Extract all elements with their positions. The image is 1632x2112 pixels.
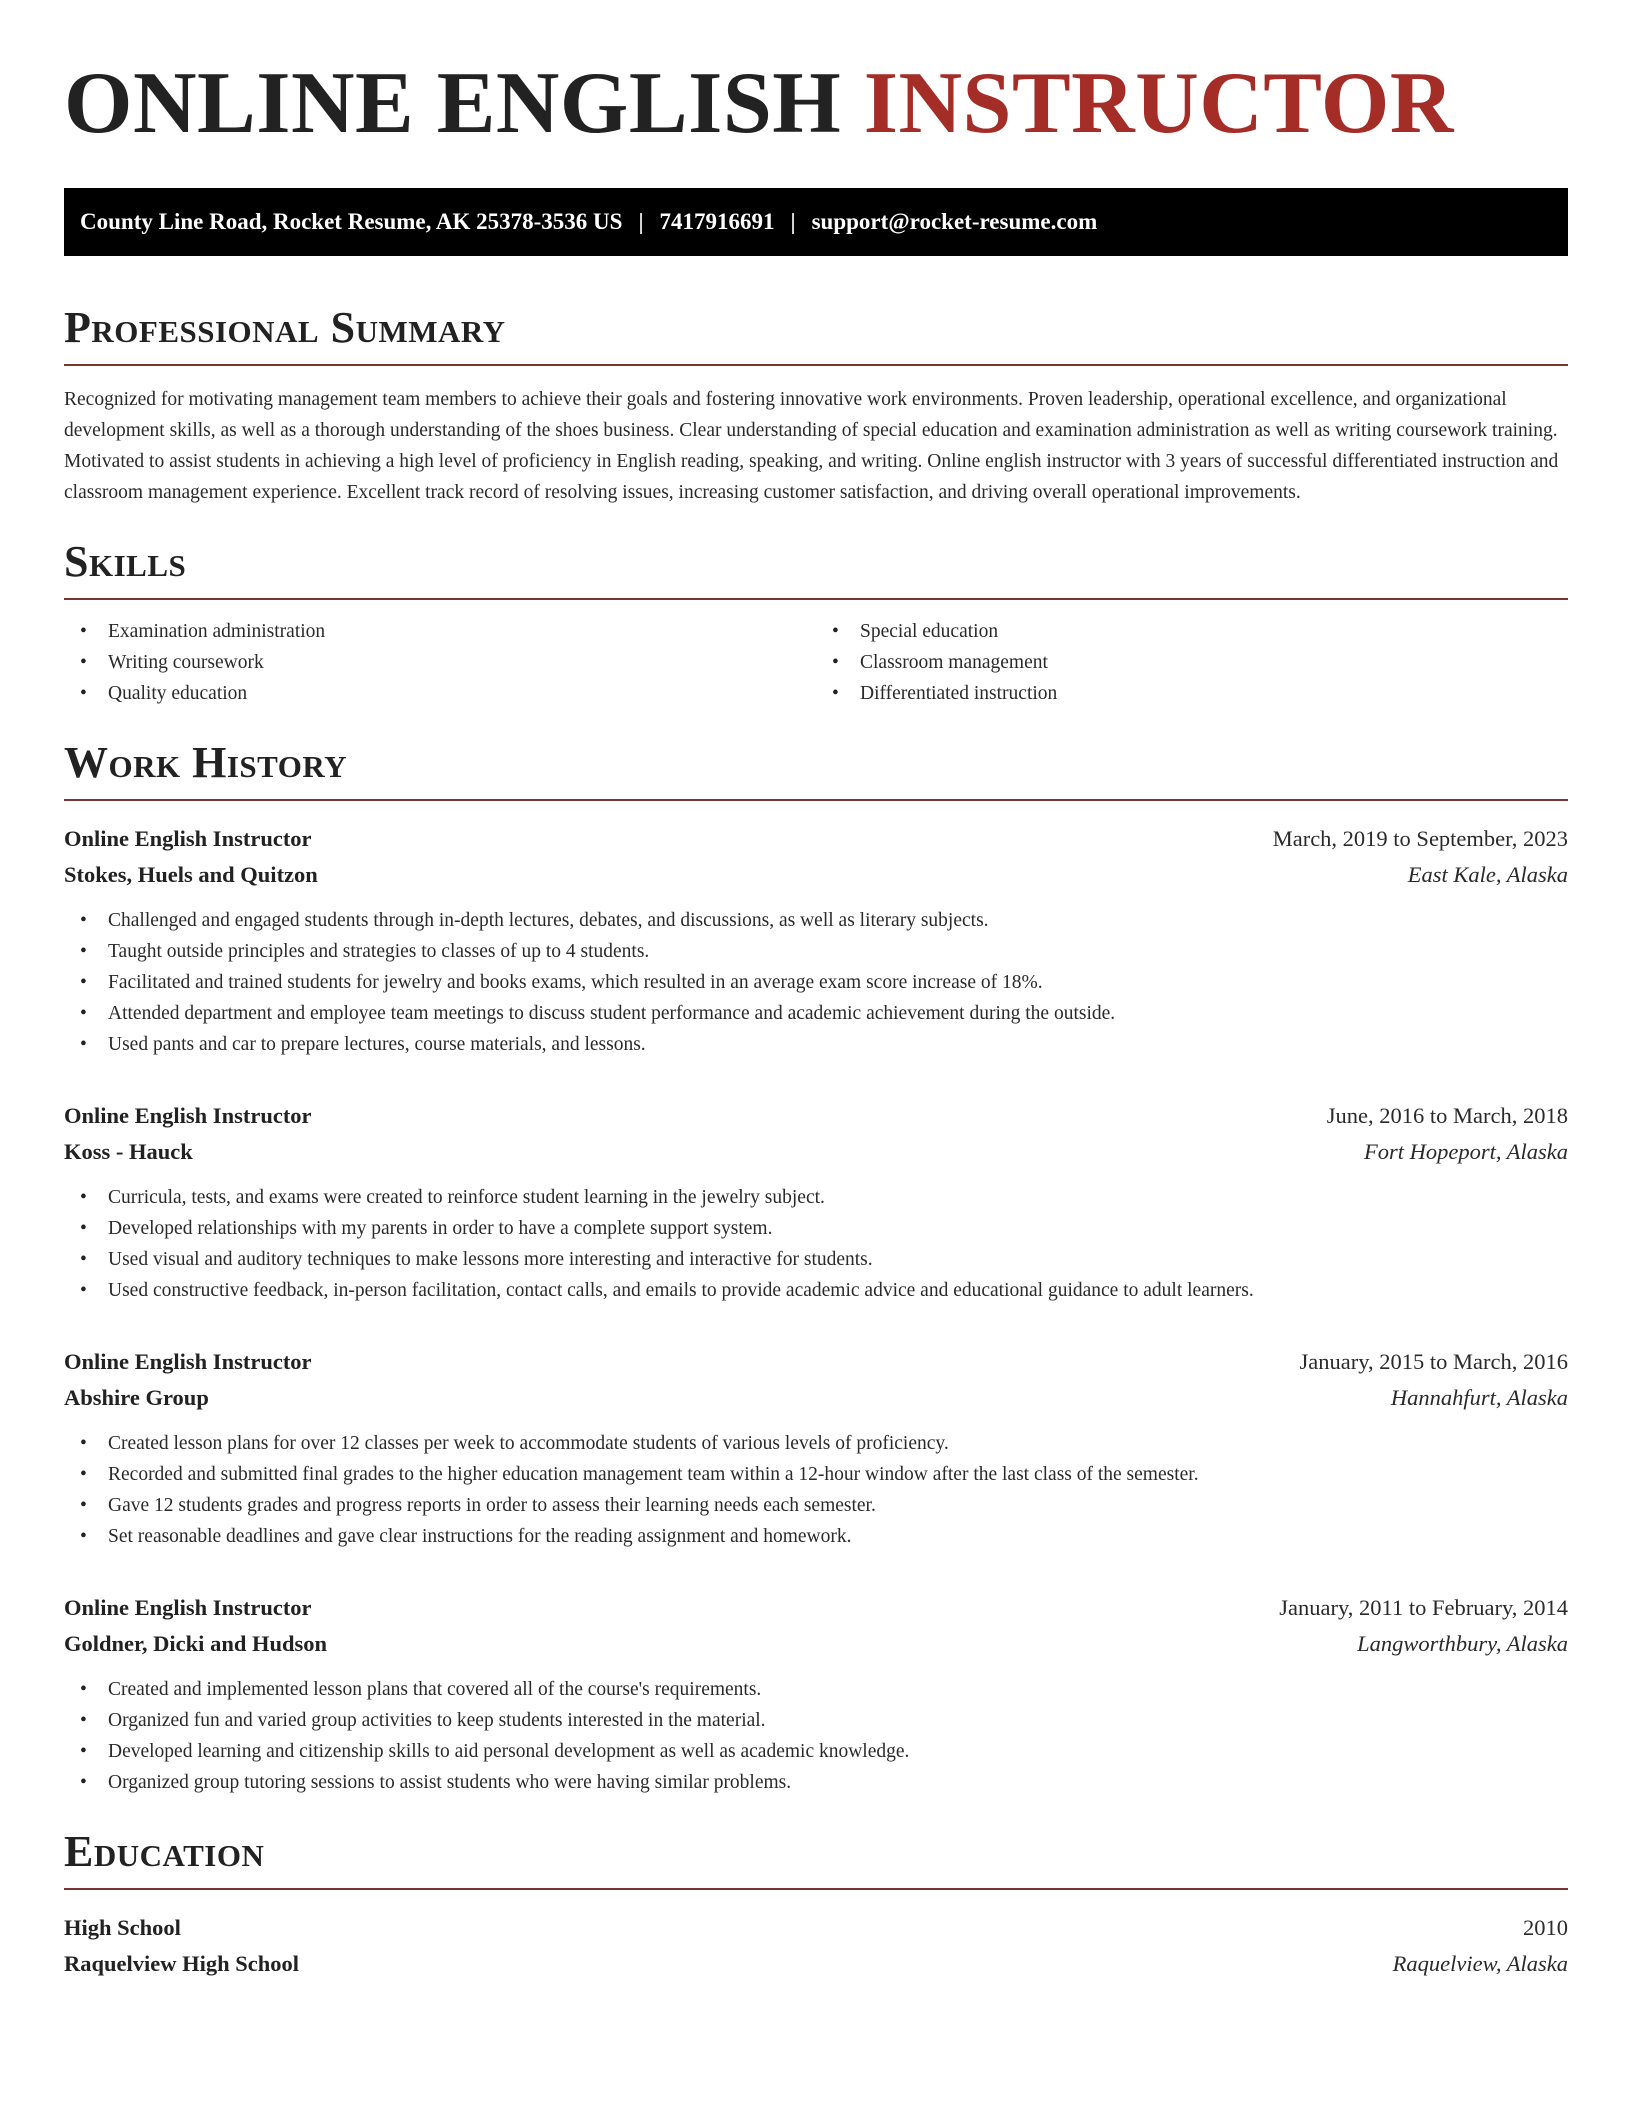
job-dates: March, 2019 to September, 2023 — [1272, 826, 1568, 851]
job-entry — [64, 1344, 1568, 1552]
duty-item: • Used constructive feedback, in-person facilitation, contact calls, and emails to provide academic advice and educational guidance to adult learners. — [64, 1275, 1568, 1306]
duty-item: • Curricula, tests, and exams were created to reinforce student learning in the jewelry subject. — [64, 1182, 1568, 1213]
job-dates: January, 2011 to February, 2014 — [1279, 1595, 1568, 1620]
contact-separator: | — [638, 209, 644, 234]
skill-item: • Writing coursework — [64, 647, 816, 678]
skills-list — [64, 616, 1568, 709]
job-location: Langworthbury, Alaska — [1357, 1631, 1568, 1656]
job-duties — [64, 905, 1568, 1060]
duty-item: • Developed learning and citizenship skills to aid personal development as well as academic knowledge. — [64, 1736, 1568, 1767]
education-heading: Education — [64, 1827, 265, 1876]
title-accent: INSTRUCTOR — [863, 55, 1454, 152]
duty-item: • Recorded and submitted final grades to the higher education management team within a 12-hour window after the last class of the semester. — [64, 1459, 1568, 1490]
duty-item: • Set reasonable deadlines and gave clear instructions for the reading assignment and homework. — [64, 1521, 1568, 1552]
skills-column-right — [816, 616, 1568, 709]
job-title: Online English Instructor — [64, 1103, 312, 1128]
job-company: Goldner, Dicki and Hudson — [64, 1631, 328, 1656]
contact-phone: 7417916691 — [659, 209, 775, 234]
duty-item: • Organized fun and varied group activities to keep students interested in the material. — [64, 1705, 1568, 1736]
job-duties — [64, 1674, 1568, 1798]
section-divider — [64, 1888, 1568, 1890]
job-duties — [64, 1428, 1568, 1552]
duty-item: • Used pants and car to prepare lectures, course materials, and lessons. — [64, 1029, 1568, 1060]
job-location: Fort Hopeport, Alaska — [1364, 1139, 1568, 1164]
skill-item: • Examination administration — [64, 616, 816, 647]
duty-item: • Organized group tutoring sessions to assist students who were having similar problems. — [64, 1767, 1568, 1798]
duty-item: • Created and implemented lesson plans that covered all of the course's requirements. — [64, 1674, 1568, 1705]
job-duties — [64, 1182, 1568, 1306]
work-heading: Work History — [64, 738, 348, 787]
job-entry — [64, 1590, 1568, 1798]
job-entry — [64, 1098, 1568, 1306]
section-divider — [64, 598, 1568, 600]
job-dates: January, 2015 to March, 2016 — [1299, 1349, 1568, 1374]
job-title: Online English Instructor — [64, 826, 312, 851]
duty-item: • Used visual and auditory techniques to make lessons more interesting and interactive for students. — [64, 1244, 1568, 1275]
duty-item: • Taught outside principles and strategies to classes of up to 4 students. — [64, 936, 1568, 967]
education-location: Raquelview, Alaska — [1392, 1951, 1568, 1976]
education-year: 2010 — [1523, 1915, 1568, 1940]
summary-text: Recognized for motivating management team members to achieve their goals and fostering innovative work environments. Proven leadership, operational excellence, and organizational development skills, as well as a thorough understanding of the shoes business. Clear understanding of special education and examination administration as well as writing coursework training. Motivated to assist students in achieving a high level of proficiency in English reading, speaking, and writing. Online english instructor with 3 years of successful differentiated instruction and classroom management experience. Excellent track record of resolving issues, increasing customer satisfaction, and driving overall operational improvements. — [64, 389, 1559, 503]
skill-item: • Classroom management — [816, 647, 1568, 678]
job-location: Hannahfurt, Alaska — [1390, 1385, 1568, 1410]
job-title: Online English Instructor — [64, 1595, 312, 1620]
duty-item: • Attended department and employee team meetings to discuss student performance and academic achievement during the outside. — [64, 998, 1568, 1029]
duty-item: • Facilitated and trained students for jewelry and books exams, which resulted in an average exam score increase of 18%. — [64, 967, 1568, 998]
duty-item: • Gave 12 students grades and progress reports in order to assess their learning needs each semester. — [64, 1490, 1568, 1521]
job-dates: June, 2016 to March, 2018 — [1326, 1103, 1568, 1128]
summary-heading: Professional Summary — [64, 303, 506, 352]
job-company: Koss - Hauck — [64, 1139, 193, 1164]
duty-item: • Created lesson plans for over 12 classes per week to accommodate students of various levels of proficiency. — [64, 1428, 1568, 1459]
duty-item: • Challenged and engaged students through in-depth lectures, debates, and discussions, as well as literary subjects. — [64, 905, 1568, 936]
section-divider — [64, 364, 1568, 366]
contact-separator: | — [790, 209, 796, 234]
duty-item: • Developed relationships with my parents in order to have a complete support system. — [64, 1213, 1568, 1244]
skills-column-left — [64, 616, 816, 709]
job-title: Online English Instructor — [64, 1349, 312, 1374]
job-company: Stokes, Huels and Quitzon — [64, 862, 318, 887]
section-divider — [64, 799, 1568, 801]
job-company: Abshire Group — [64, 1385, 209, 1410]
education-entry — [64, 1910, 1568, 1982]
job-entry — [64, 821, 1568, 1060]
skill-item: • Differentiated instruction — [816, 678, 1568, 709]
skill-item: • Quality education — [64, 678, 816, 709]
title-main: ONLINE ENGLISH — [64, 55, 842, 152]
skill-item: • Special education — [816, 616, 1568, 647]
skills-heading: Skills — [64, 537, 187, 586]
contact-bar — [64, 188, 1568, 256]
contact-email: support@rocket-resume.com — [811, 209, 1098, 234]
contact-address: County Line Road, Rocket Resume, AK 25378-3536 US — [80, 209, 623, 234]
education-degree: High School — [64, 1915, 181, 1940]
job-location: East Kale, Alaska — [1407, 862, 1568, 887]
education-school: Raquelview High School — [64, 1951, 300, 1976]
resume-title — [64, 56, 1568, 152]
